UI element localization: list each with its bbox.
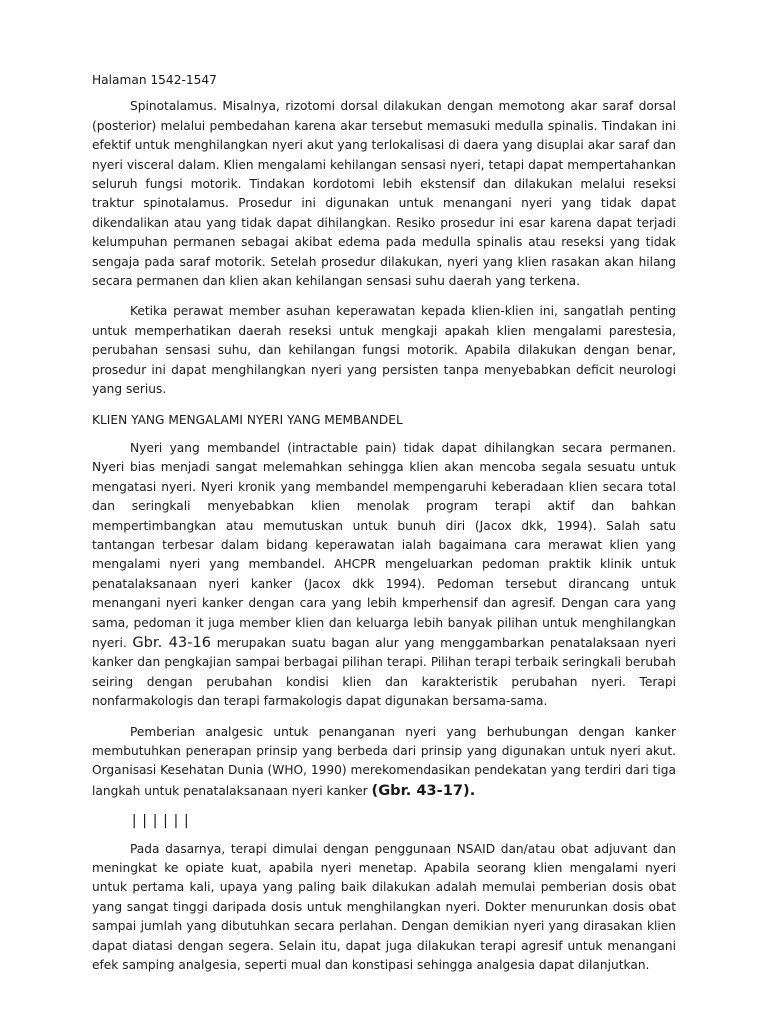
paragraph-text-before-figure: Nyeri yang membandel (intractable pain) tidak dapat dihilangkan secara permanen. Nyeri bias menjadi sangat melemahkan sehingga klien akan mencoba segala sesuatu untuk mengatasi nyeri. Nyeri kronik yang membandel mempengaruhi keberadaan klien secara total dan seringkali menyebabkan klien menolak program terapi aktif dan bahkan mempertimbangkan atau memutuskan untuk bunuh diri (Jacox dkk, 1994). Salah satu tantangan terbesar dalam bidang keperawatan ialah bagaimana cara merawat klien yang mengalami nyeri yang membandel. AHCPR mengeluarkan pedoman praktik klinik untuk penatalaksanaan nyeri kanker (Jacox dkk 1994). Pedoman tersebut dirancang untuk menangani nyeri kanker dengan cara yang lebih kmperhensif dan agresif. Dengan cara yang sama, pedoman it juga member klien dan keluarga lebih banyak pilihan untuk menghilangkan nyeri.	[92, 440, 676, 650]
paragraph-intractable-pain	[92, 439, 676, 712]
figure-reference-43-16: Gbr. 43-16	[132, 633, 212, 651]
paragraph-text-before-figure: Pemberian analgesic untuk penanganan nyeri yang berhubungan dengan kanker membutuhkan penerapan prinsip yang berbeda dari prinsip yang digunakan untuk nyeri akut. Organisasi Kesehatan Dunia (WHO, 1990) merekomendasikan pendekatan yang terdiri dari tiga langkah untuk penatalaksanaan nyeri kanker	[92, 724, 676, 798]
paragraph-therapy: Pada dasarnya, terapi dimulai dengan penggunaan NSAID dan/atau obat adjuvant dan meningkat ke opiate kuat, apabila nyeri menetap. Apabila seorang klien mengalami nyeri untuk pertama kali, upaya yang paling baik dilakukan adalah memulai pemberian dosis obat yang sangat tinggi daripada dosis untuk menghilangkan nyeri. Dokter menurunkan dosis obat sampai jumlah yang dibutuhkan secara perlahan. Dengan demikian nyeri yang dirasakan klien dapat diatasi dengan segera. Selain itu, dapat juga dilakukan terapi agresif untuk menangani efek samping analgesia, seperti mual dan konstipasi sehingga analgesia dapat dilanjutkan.	[92, 841, 676, 973]
separator-bars: ||||||	[130, 813, 193, 830]
paragraph-text-after-figure: merupakan suatu bagan alur yang menggambarkan penatalaksaan nyeri kanker dan pengkajian sampai berbagai pilihan terapi. Pilihan terapi terbaik seringkali berubah seiring dengan perubahan kondisi klien dan karakteristik perubahan nyeri. Terapi nonfarmakologis dan terapi farmakologis dapat digunakan bersama-sama.	[92, 635, 676, 709]
paragraph-analgesic	[92, 723, 676, 802]
paragraph-nursing-care: Ketika perawat member asuhan keperawatan kepada klien-klien ini, sangatlah penting untuk memperhatikan daerah reseksi untuk mengkaji apakah klien mengalami parestesia, perubahan sensasi suhu, dan kehilangan fungsi motorik. Apabila dilakukan dengan benar, prosedur ini dapat menghilangkan nyeri yang persisten tanpa menyebabkan deficit neurologi yang serius.	[92, 304, 676, 397]
figure-reference-43-17: (Gbr. 43-17).	[371, 781, 476, 799]
paragraph-spinotalamus: Spinotalamus. Misalnya, rizotomi dorsal dilakukan dengan memotong akar saraf dorsal (posterior) melalui pembedahan karena akar tersebut memasuki medulla spinalis. Tindakan ini efektif untuk menghilangkan nyeri akut yang terlokalisasi di daera yang disuplai akar saraf dan nyeri visceral dalam. Klien mengalami kehilangan sensasi nyeri, tetapi dapat mempertahankan seluruh fungsi motorik. Tindakan kordotomi lebih ekstensif dan dilakukan melalui reseksi traktur spinotalamus. Prosedur ini digunakan untuk menangani nyeri yang tidak dapat dikendalikan atau yang tidak dapat dihilangkan. Resiko prosedur ini esar karena dapat terjadi kelumpuhan permanen sebagai akibat edema pada medulla spinalis atau reseksi yang tidak sengaja pada saraf motorik. Setelah prosedur dilakukan, nyeri yang klien rasakan akan hilang secara permanen dan klien akan kehilangan sensasi suhu daerah yang terkena.	[92, 99, 676, 289]
section-heading: KLIEN YANG MENGALAMI NYERI YANG MEMBANDEL	[92, 412, 403, 427]
page-reference: Halaman 1542-1547	[92, 73, 217, 87]
